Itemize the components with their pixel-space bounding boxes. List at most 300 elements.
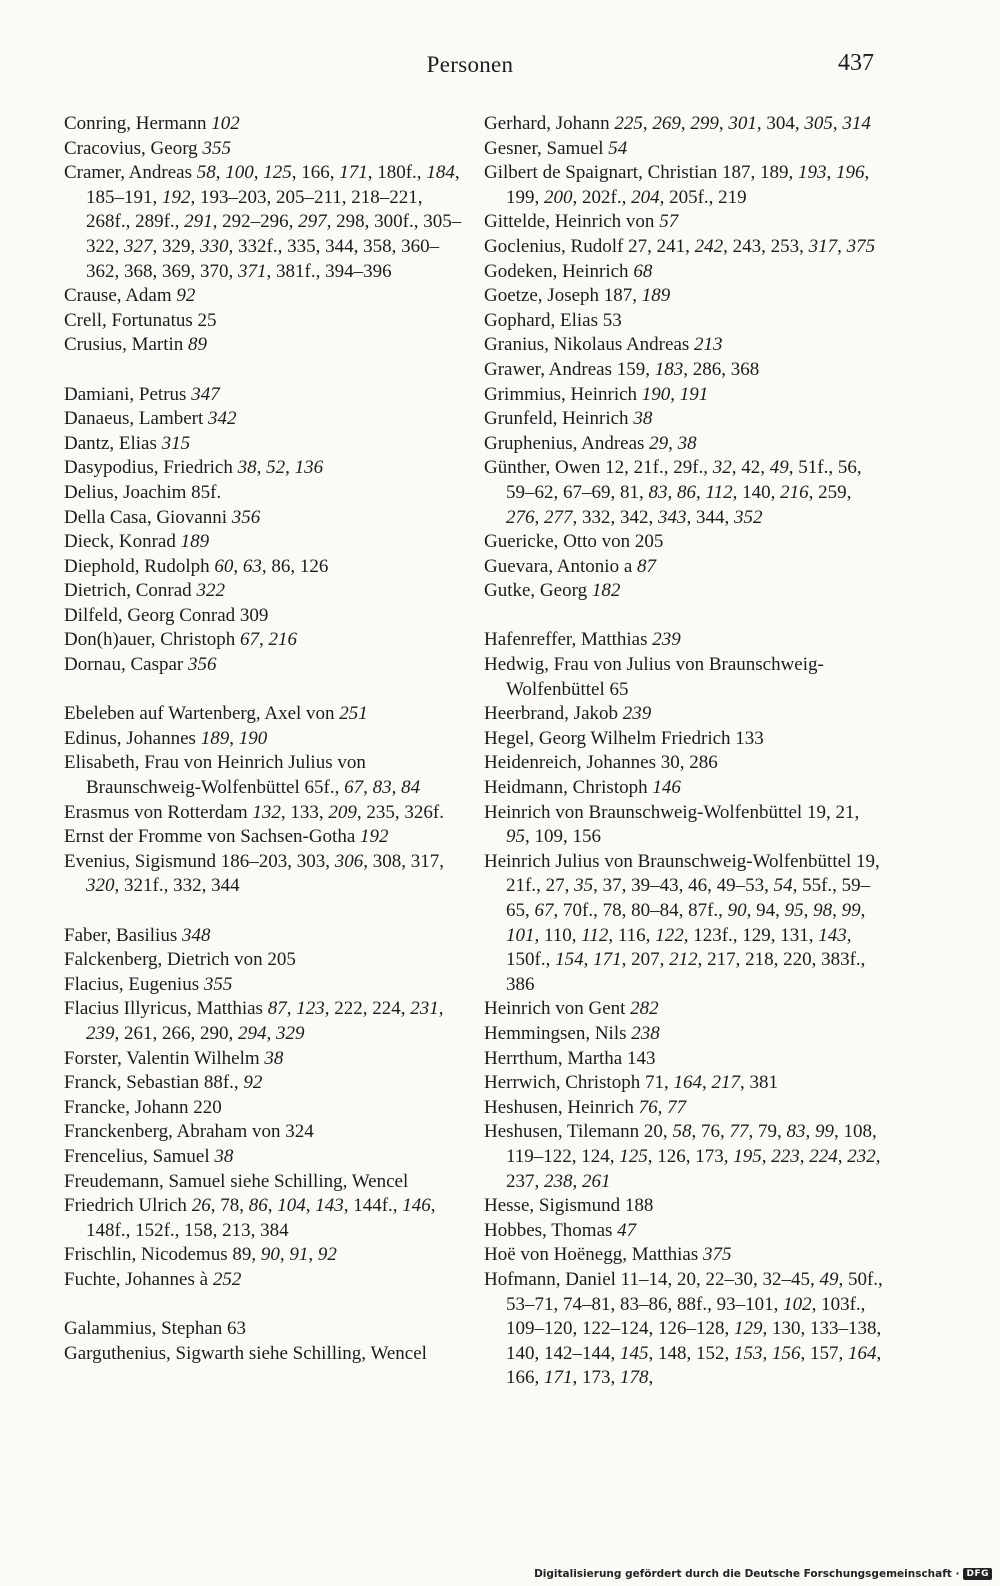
entry-text: , 243, 253, xyxy=(723,235,809,257)
page-ref-italic: 195 xyxy=(733,1145,762,1167)
page-ref-italic: 306 xyxy=(334,850,364,872)
entry-text: Heidenreich, Johannes 30, 286 xyxy=(484,752,718,774)
page-ref-italic: 371 xyxy=(238,260,267,282)
index-entry xyxy=(484,210,884,235)
entry-text: , 286, 368 xyxy=(683,358,760,380)
index-entry xyxy=(484,1268,884,1391)
page-ref-italic: 193 xyxy=(797,162,827,184)
entry-text: , xyxy=(267,1195,278,1217)
entry-text: , xyxy=(438,998,444,1020)
entry-text: , 126, 173, xyxy=(647,1145,734,1167)
entry-text: Crause, Adam xyxy=(64,285,177,307)
index-entry xyxy=(64,506,464,531)
page-number: 437 xyxy=(838,50,874,76)
entry-text: , 166, xyxy=(291,162,340,184)
entry-text: Dieck, Konrad xyxy=(64,531,181,553)
page-ref-italic: 239 xyxy=(622,703,652,725)
index-entry xyxy=(64,850,464,899)
entry-text: , 202f., xyxy=(572,186,632,208)
page-ref-italic: 87 xyxy=(637,555,657,577)
entry-text: , 381 xyxy=(739,1072,778,1094)
entry-text: Franck, Sebastian 88f., xyxy=(64,1072,244,1094)
page-ref-italic: 356 xyxy=(231,506,261,528)
entry-text: Heidmann, Christoph xyxy=(484,777,653,799)
index-entry xyxy=(484,1194,884,1219)
page-ref-italic: 92 xyxy=(176,285,196,307)
index-entry xyxy=(484,751,884,776)
index-entry xyxy=(484,628,884,653)
entry-text: Gerhard, Johann xyxy=(484,113,615,134)
index-entry xyxy=(484,702,884,727)
index-entry xyxy=(64,702,464,727)
index-entry xyxy=(64,112,464,137)
page-ref-italic: 54 xyxy=(608,137,628,159)
index-entry xyxy=(484,776,884,801)
page-ref-italic: 239 xyxy=(652,629,681,651)
letter-group-spacer xyxy=(64,899,464,924)
entry-text: Gruphenius, Andreas xyxy=(484,432,650,454)
page-ref-italic: 322 xyxy=(196,580,225,602)
page-ref-italic: 143 xyxy=(315,1195,344,1217)
entry-text: Godeken, Heinrich xyxy=(484,260,634,282)
entry-text: , xyxy=(308,1244,318,1266)
page-ref-italic: 68 xyxy=(633,260,653,282)
page-ref-italic: 164 xyxy=(848,1342,877,1364)
index-entry xyxy=(64,825,464,850)
entry-text: , xyxy=(253,162,264,184)
index-entry xyxy=(64,604,464,629)
entry-text: Hegel, Georg Wilhelm Friedrich 133 xyxy=(484,727,764,749)
index-entry xyxy=(64,481,464,506)
entry-text: , 308, 317, xyxy=(363,850,445,872)
entry-text: Flacius Illyricus, Matthias xyxy=(64,998,268,1020)
entry-text: Heshusen, Heinrich xyxy=(484,1096,639,1118)
page-ref-italic: 277 xyxy=(544,506,573,528)
page-ref-italic: 301 xyxy=(728,113,757,134)
index-entry xyxy=(484,137,884,162)
entry-text: Damiani, Petrus xyxy=(64,383,192,405)
entry-text: , 173, xyxy=(572,1367,620,1389)
entry-text: , xyxy=(266,1022,276,1044)
entry-text: Herrthum, Martha 143 xyxy=(484,1047,656,1069)
page-ref-italic: 26 xyxy=(191,1195,211,1217)
entry-text: Hobbes, Thomas xyxy=(484,1219,618,1241)
entry-text: , xyxy=(667,481,677,503)
page-ref-italic: 112 xyxy=(581,924,609,946)
entry-text: , xyxy=(572,1170,582,1192)
entry-text: , xyxy=(718,113,729,134)
page-ref-italic: 189 xyxy=(641,285,671,307)
page-ref-italic: 99 xyxy=(814,1121,834,1143)
entry-text: , 381f., 394–396 xyxy=(266,260,392,282)
page-ref-italic: 58 xyxy=(672,1121,692,1143)
entry-text: , xyxy=(642,113,653,134)
index-entry xyxy=(64,432,464,457)
funding-footer xyxy=(534,1564,992,1584)
entry-text: , xyxy=(233,555,243,577)
page-ref-italic: 190 xyxy=(238,727,268,749)
index-entry xyxy=(64,1071,464,1096)
index-entry xyxy=(64,1194,464,1243)
index-entry xyxy=(64,309,464,334)
entry-text: , 76, xyxy=(691,1121,730,1143)
entry-text: , xyxy=(256,457,267,479)
index-entry xyxy=(484,850,884,998)
entry-text: , 78, xyxy=(210,1195,249,1217)
letter-group-spacer xyxy=(64,678,464,703)
index-entry xyxy=(484,1219,884,1244)
page-ref-italic: 38 xyxy=(214,1145,234,1167)
page-ref-italic: 348 xyxy=(181,924,211,946)
page-ref-italic: 347 xyxy=(191,383,220,405)
entry-text: , 222, 224, xyxy=(324,998,411,1020)
page-ref-italic: 143 xyxy=(818,924,847,946)
page-ref-italic: 125 xyxy=(619,1145,648,1167)
index-entry xyxy=(64,407,464,432)
index-entry xyxy=(484,653,884,702)
index-entry xyxy=(64,1342,464,1367)
page-ref-italic: 67 xyxy=(534,900,554,921)
page-ref-italic: 299 xyxy=(690,113,719,134)
page-ref-italic: 99 xyxy=(841,900,861,921)
letter-group-spacer xyxy=(64,1293,464,1318)
page-ref-italic: 86 xyxy=(248,1195,268,1217)
page-ref-italic: 223 xyxy=(771,1145,800,1167)
entry-text: Erasmus von Rotterdam xyxy=(64,801,253,823)
index-entry xyxy=(484,1071,884,1096)
entry-text: , 94, xyxy=(746,900,785,921)
page-ref-italic: 355 xyxy=(203,973,233,995)
index-entry xyxy=(64,530,464,555)
entry-text: , 150f., xyxy=(506,924,852,971)
entry-text: , 237, xyxy=(506,1145,881,1192)
entry-text: , 148, 152, xyxy=(648,1342,734,1364)
page-ref-italic: 83 xyxy=(786,1121,806,1143)
entry-text: , 144f., xyxy=(343,1195,403,1217)
index-entry xyxy=(484,1022,884,1047)
entry-text: Frischlin, Nicodemus 89, xyxy=(64,1244,261,1266)
entry-text: Heinrich von Braunschweig-Wolfenbüttel 19, 21, xyxy=(484,801,860,823)
entry-text: Heinrich Julius von Braunschweig-Wolfenbüttel 19, 21f., 27, xyxy=(484,850,880,897)
index-entry xyxy=(484,579,884,604)
entry-text: Goclenius, Rudolf 27, 241, xyxy=(484,235,695,257)
entry-text: Granius, Nikolaus Andreas xyxy=(484,334,695,356)
page-ref-italic: 171 xyxy=(339,162,368,184)
page-ref-italic: 89 xyxy=(188,334,208,356)
page-ref-italic: 98 xyxy=(813,900,833,921)
page-ref-italic: 38 xyxy=(677,432,697,454)
entry-text: , 332f., 335, 344, 358, 360–362, 368, 369, 370, xyxy=(86,235,440,282)
page-ref-italic: 146 xyxy=(652,777,681,799)
page-ref-italic: 330 xyxy=(200,235,229,257)
index-entry xyxy=(484,333,884,358)
entry-text: , xyxy=(837,235,847,257)
page-ref-italic: 35 xyxy=(574,875,594,897)
entry-text: , xyxy=(696,481,706,503)
entry-text: Gutke, Georg xyxy=(484,580,592,602)
entry-text: Garguthenius, Sigwarth siehe Schilling, Wencel xyxy=(64,1342,427,1364)
entry-text: Faber, Basilius xyxy=(64,924,182,946)
index-entry xyxy=(484,432,884,457)
page-ref-italic: 129 xyxy=(734,1318,763,1340)
page-ref-italic: 49 xyxy=(769,457,789,479)
entry-text: Heinrich von Gent xyxy=(484,998,631,1020)
entry-text: Gophard, Elias 53 xyxy=(484,309,622,331)
page-ref-italic: 224 xyxy=(809,1145,838,1167)
entry-text: Dantz, Elias xyxy=(64,432,162,454)
entry-text: Hafenreffer, Matthias xyxy=(484,629,653,651)
entry-text: Friedrich Ulrich xyxy=(64,1195,192,1217)
index-entry xyxy=(484,1243,884,1268)
page-ref-italic: 32 xyxy=(712,457,732,479)
entry-text: , 180f., xyxy=(367,162,427,184)
page-ref-italic: 317 xyxy=(808,235,838,257)
entry-text: Hoë von Hoënegg, Matthias xyxy=(484,1244,703,1266)
entry-text: , xyxy=(534,506,544,528)
page-ref-italic: 225 xyxy=(614,113,643,134)
entry-text: Dornau, Caspar xyxy=(64,654,188,676)
entry-text: , 259, xyxy=(808,481,852,503)
page-ref-italic: 60 xyxy=(214,555,234,577)
entry-text: , xyxy=(860,900,866,921)
page-ref-italic: 95 xyxy=(784,900,804,921)
entry-text: , 79, xyxy=(748,1121,787,1143)
index-column-right xyxy=(484,112,884,1391)
index-entry xyxy=(64,1268,464,1293)
page-ref-italic: 92 xyxy=(317,1244,337,1266)
page-ref-italic: 38 xyxy=(264,1047,284,1069)
page-ref-italic: 95 xyxy=(506,826,525,848)
page-ref-italic: 49 xyxy=(819,1268,839,1290)
page-ref-italic: 212 xyxy=(669,949,698,971)
index-entry xyxy=(64,161,464,284)
page-ref-italic: 320 xyxy=(86,875,115,897)
entry-text: Falckenberg, Dietrich von 205 xyxy=(64,949,296,971)
entry-text: , xyxy=(826,162,836,184)
page-ref-italic: 269 xyxy=(652,113,681,134)
page-ref-italic: 104 xyxy=(277,1195,306,1217)
entry-text: Flacius, Eugenius xyxy=(64,973,204,995)
entry-text: , xyxy=(657,1096,668,1118)
page-ref-italic: 29 xyxy=(649,432,669,454)
entry-text: , xyxy=(259,629,269,651)
entry-text: Diephold, Rudolph xyxy=(64,555,215,577)
page-ref-italic: 252 xyxy=(212,1268,242,1290)
entry-text: , xyxy=(762,1342,772,1364)
page-ref-italic: 92 xyxy=(243,1072,263,1094)
page-ref-italic: 184 xyxy=(426,162,455,184)
entry-text: , 130, 133–138, 140, 142–144, xyxy=(506,1318,882,1364)
entry-text: Heerbrand, Jakob xyxy=(484,703,623,725)
entry-text: , xyxy=(837,1145,848,1167)
page-ref-italic: 90 xyxy=(260,1244,280,1266)
index-entry xyxy=(64,456,464,481)
entry-text: Evenius, Sigismund 186–203, 303, xyxy=(64,850,335,872)
entry-text: Edinus, Johannes xyxy=(64,727,201,749)
page-ref-italic: 342 xyxy=(208,408,237,430)
page-ref-italic: 102 xyxy=(211,113,240,134)
entry-text: , 166, xyxy=(506,1342,882,1389)
entry-text: , 292–296, xyxy=(212,211,299,233)
page-ref-italic: 327 xyxy=(124,235,153,257)
entry-text: , xyxy=(668,432,678,454)
page-ref-italic: 200 xyxy=(544,186,573,208)
page-ref-italic: 216 xyxy=(780,481,809,503)
entry-text: Hemmingsen, Nils xyxy=(484,1022,632,1044)
entry-text: , 344, xyxy=(686,506,734,528)
page-ref-italic: 77 xyxy=(667,1096,687,1118)
entry-text: , 116, xyxy=(608,924,656,946)
page-ref-italic: 356 xyxy=(188,654,217,676)
page-ref-italic: 190 xyxy=(641,383,671,405)
entry-text: Elisabeth, Frau von Heinrich Julius von Braunschweig-Wolfenbüttel 65f., xyxy=(64,752,366,799)
entry-text: , xyxy=(215,162,226,184)
entry-text: , xyxy=(761,1145,772,1167)
entry-text: , 86, 126 xyxy=(261,555,329,577)
page-ref-italic: 83 xyxy=(648,481,668,503)
entry-text: , 298, 300f., 305–322, xyxy=(86,211,462,257)
page-ref-italic: 314 xyxy=(842,113,871,134)
entry-text: , xyxy=(648,1367,654,1389)
index-entry xyxy=(64,997,464,1046)
index-entry xyxy=(484,801,884,850)
page-ref-italic: 86 xyxy=(677,481,696,503)
page-ref-italic: 297 xyxy=(298,211,327,233)
entry-text: , 133, xyxy=(280,801,329,823)
entry-text: , 123f., 129, 131, xyxy=(683,924,819,946)
entry-text: Dilfeld, Georg Conrad 309 xyxy=(64,604,269,626)
index-entry xyxy=(64,383,464,408)
entry-text: , 55f., 59–65, xyxy=(506,875,871,921)
page-ref-italic: 57 xyxy=(659,211,679,233)
index-entry xyxy=(64,653,464,678)
page-ref-italic: 192 xyxy=(360,826,389,848)
entry-text: , 205f., 219 xyxy=(659,186,747,208)
page-header-title: Personen xyxy=(426,52,514,77)
entry-text: , 207, xyxy=(621,949,670,971)
entry-text: Gittelde, Heinrich von xyxy=(484,211,660,233)
letter-group-spacer xyxy=(484,604,884,629)
entry-text: Della Casa, Giovanni xyxy=(64,506,232,528)
page-ref-italic: 375 xyxy=(846,235,876,257)
index-entry xyxy=(484,284,884,309)
index-entry xyxy=(484,161,884,210)
page-ref-italic: 136 xyxy=(294,457,324,479)
entry-text: Delius, Joachim 85f. xyxy=(64,481,222,503)
entry-text: Grawer, Andreas 159, xyxy=(484,358,655,380)
page-ref-italic: 145 xyxy=(620,1342,649,1364)
entry-text: , 50f., 53–71, 74–81, 83–86, 88f., 93–101, xyxy=(506,1268,883,1315)
letter-group-spacer xyxy=(64,358,464,383)
page-ref-italic: 239 xyxy=(86,1022,115,1044)
index-entry xyxy=(64,579,464,604)
entry-text: , xyxy=(670,383,680,405)
page-ref-italic: 123 xyxy=(296,998,325,1020)
index-entry xyxy=(484,1120,884,1194)
index-entry xyxy=(64,284,464,309)
page-ref-italic: 209 xyxy=(328,801,357,823)
entry-text: Crusius, Martin xyxy=(64,334,189,356)
entry-text: , 108, 119–122, 124, xyxy=(506,1121,877,1167)
page-ref-italic: 238 xyxy=(544,1170,573,1192)
page-ref-italic: 343 xyxy=(658,506,687,528)
entry-text: Goetze, Joseph 187, xyxy=(484,285,642,307)
entry-text: Franckenberg, Abraham von 324 xyxy=(64,1121,314,1143)
index-entry xyxy=(64,727,464,752)
page-ref-italic: 125 xyxy=(263,162,292,184)
entry-text: , 185–191, xyxy=(86,162,460,208)
entry-text: , 109, 156 xyxy=(525,826,601,848)
index-entry xyxy=(64,1096,464,1121)
index-entry xyxy=(64,1120,464,1145)
page-ref-italic: 47 xyxy=(617,1219,637,1241)
entry-text: , xyxy=(803,900,814,921)
entry-text: , 321f., 332, 344 xyxy=(114,875,240,897)
index-entry xyxy=(484,260,884,285)
entry-text: , 157, xyxy=(800,1342,848,1364)
page-ref-italic: 52 xyxy=(266,457,286,479)
page-ref-italic: 355 xyxy=(202,137,231,159)
index-entry xyxy=(64,973,464,998)
page-ref-italic: 329 xyxy=(276,1022,305,1044)
index-column-left xyxy=(64,112,464,1366)
page-ref-italic: 291 xyxy=(184,211,213,233)
page-ref-italic: 90 xyxy=(727,900,747,921)
entry-text: Danaeus, Lambert xyxy=(64,408,209,430)
page-ref-italic: 204 xyxy=(631,186,660,208)
page-ref-italic: 132 xyxy=(252,801,281,823)
entry-text: Crell, Fortunatus 25 xyxy=(64,309,217,331)
page-ref-italic: 282 xyxy=(630,998,659,1020)
entry-text: , 37, 39–43, 46, 49–53, xyxy=(593,875,774,897)
index-entry xyxy=(64,1145,464,1170)
page-ref-italic: 352 xyxy=(734,506,763,528)
page-ref-italic: 196 xyxy=(835,162,865,184)
entry-text: Herrwich, Christoph 71, xyxy=(484,1072,674,1094)
index-entry xyxy=(484,407,884,432)
page-ref-italic: 213 xyxy=(694,334,723,356)
entry-text: , xyxy=(391,777,402,799)
entry-text: Galammius, Stephan 63 xyxy=(64,1318,247,1340)
index-entry xyxy=(484,997,884,1022)
entry-text: , xyxy=(680,113,691,134)
entry-text: , 261, 266, 290, xyxy=(114,1022,238,1044)
page-ref-italic: 242 xyxy=(694,235,724,257)
page-ref-italic: 77 xyxy=(729,1121,749,1143)
entry-text: , xyxy=(583,949,594,971)
dfg-logo: DFG xyxy=(963,1568,992,1580)
entry-text: , xyxy=(805,1121,815,1143)
entry-text: , xyxy=(701,1072,712,1094)
entry-text: , 329, xyxy=(152,235,200,257)
entry-text: Frencelius, Samuel xyxy=(64,1145,215,1167)
entry-text: , 235, 326f. xyxy=(356,801,444,823)
page-ref-italic: 87 xyxy=(267,998,287,1020)
page-ref-italic: 276 xyxy=(506,506,535,528)
entry-text: Ebeleben auf Wartenberg, Axel von xyxy=(64,703,340,725)
entry-text: Fuchte, Johannes à xyxy=(64,1268,213,1290)
page-ref-italic: 191 xyxy=(679,383,709,405)
page-ref-italic: 251 xyxy=(339,703,368,725)
page-ref-italic: 183 xyxy=(654,358,684,380)
entry-text: , xyxy=(286,998,297,1020)
index-entry xyxy=(64,924,464,949)
entry-text: Heshusen, Tilemann 20, xyxy=(484,1121,673,1143)
entry-text: Gesner, Samuel xyxy=(484,137,609,159)
entry-text: Hofmann, Daniel 11–14, 20, 22–30, 32–45, xyxy=(484,1268,820,1290)
page-ref-italic: 146 xyxy=(402,1195,431,1217)
page-ref-italic: 189 xyxy=(180,531,210,553)
